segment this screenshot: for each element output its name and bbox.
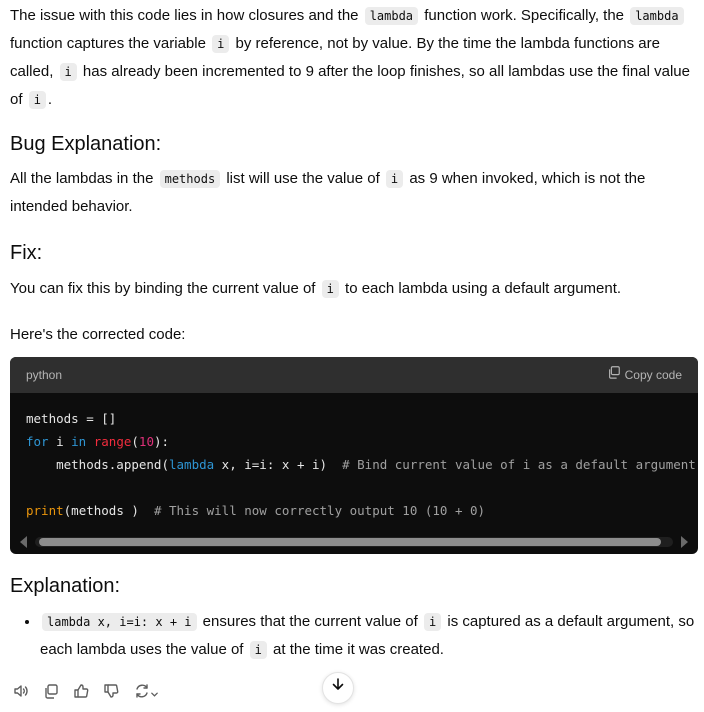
text: is captured as a default argument, so each lambda uses the value of xyxy=(40,613,695,658)
code-text: i xyxy=(48,434,72,449)
copy-message-button[interactable] xyxy=(42,686,60,704)
number: 10 xyxy=(138,434,154,449)
code-header xyxy=(10,357,698,393)
scroll-track[interactable] xyxy=(35,537,673,547)
bug-paragraph xyxy=(10,165,698,221)
scroll-left-icon[interactable] xyxy=(20,536,27,548)
inline-code: i xyxy=(322,280,339,298)
inline-code: lambda xyxy=(365,7,418,25)
text: at the time it was created. xyxy=(268,641,444,658)
inline-code: i xyxy=(424,613,441,631)
inline-code: i xyxy=(250,641,267,659)
inline-code: i xyxy=(386,170,403,188)
text: . xyxy=(47,91,53,108)
code-block xyxy=(10,357,698,554)
arrow-down-icon xyxy=(330,674,346,702)
copy-icon xyxy=(43,681,59,709)
fix-heading: Fix: xyxy=(10,242,43,264)
inline-code: methods xyxy=(160,170,221,188)
code-line-5 xyxy=(26,499,682,522)
keyword: in xyxy=(71,434,87,449)
code-text: (methods ) xyxy=(63,503,154,518)
good-response-button[interactable] xyxy=(72,686,90,704)
scroll-right-icon[interactable] xyxy=(681,536,688,548)
inline-code: lambda x, i=i: x + i xyxy=(42,613,197,631)
text: by reference, not by value. By the time the lambda functions are called, xyxy=(10,35,660,80)
copy-code-button[interactable] xyxy=(607,357,682,393)
code-text: ( xyxy=(131,434,139,449)
inline-code: lambda xyxy=(630,7,683,25)
text: ensures that the current value of xyxy=(198,613,422,630)
fix-paragraph xyxy=(10,275,698,303)
keyword: for xyxy=(26,434,49,449)
scroll-down-button[interactable] xyxy=(322,672,354,704)
bug-heading: Bug Explanation: xyxy=(10,133,162,155)
comment: # Bind current value of i as a default argument xyxy=(342,457,696,472)
regenerate-icon xyxy=(134,681,150,709)
scroll-thumb[interactable] xyxy=(39,538,661,546)
speaker-icon xyxy=(13,681,29,709)
text: has already been incremented to 9 after the loop finishes, so all lambdas use the final value of xyxy=(10,63,690,108)
code-language: python xyxy=(26,368,63,382)
text: All the lambdas in the xyxy=(10,170,158,187)
text: The issue with this code lies in how closures and the xyxy=(10,7,363,24)
text: You can fix this by binding the current value of xyxy=(10,280,320,297)
text: as 9 when invoked, which is not the intended behavior. xyxy=(10,170,646,215)
intro-paragraph xyxy=(10,2,698,114)
code-text: methods.append( xyxy=(26,457,169,472)
horizontal-scrollbar[interactable] xyxy=(10,530,698,554)
code-line-1 xyxy=(26,407,682,430)
code-text xyxy=(86,434,94,449)
explanation-list xyxy=(10,608,698,664)
inline-code: i xyxy=(29,91,46,109)
bad-response-button[interactable] xyxy=(102,686,120,704)
text: to each lambda using a default argument. xyxy=(340,280,622,297)
thumbs-down-icon xyxy=(103,681,119,709)
keyword: lambda xyxy=(169,457,215,472)
code-line-4 xyxy=(26,476,682,499)
text: list will use the value of xyxy=(222,170,384,187)
code-text: x, i=i: x + i) xyxy=(214,457,343,472)
chevron-down-icon xyxy=(150,681,159,709)
code-line-2 xyxy=(26,430,682,453)
code-body[interactable] xyxy=(10,393,698,530)
builtin: range xyxy=(93,434,132,449)
list-item xyxy=(40,608,698,664)
explanation-heading: Explanation: xyxy=(10,575,121,597)
code-text: ): xyxy=(153,434,170,449)
thumbs-up-icon xyxy=(73,681,89,709)
regenerate-button[interactable] xyxy=(132,686,160,704)
builtin: print xyxy=(26,503,64,518)
text: function work. Specifically, the xyxy=(420,7,629,24)
copy-code-label: Copy code xyxy=(624,368,682,382)
code-text: methods = [] xyxy=(26,411,117,426)
read-aloud-button[interactable] xyxy=(12,686,30,704)
assistant-message xyxy=(10,2,698,664)
comment: # This will now correctly output 10 (10 + 0) xyxy=(153,503,486,518)
text: function captures the variable xyxy=(10,35,211,52)
copy-icon xyxy=(607,357,621,393)
inline-code: i xyxy=(212,35,229,53)
code-line-3 xyxy=(26,453,696,476)
message-actions xyxy=(12,686,160,704)
inline-code: i xyxy=(60,63,77,81)
corrected-code-intro: Here's the corrected code: xyxy=(10,326,186,343)
